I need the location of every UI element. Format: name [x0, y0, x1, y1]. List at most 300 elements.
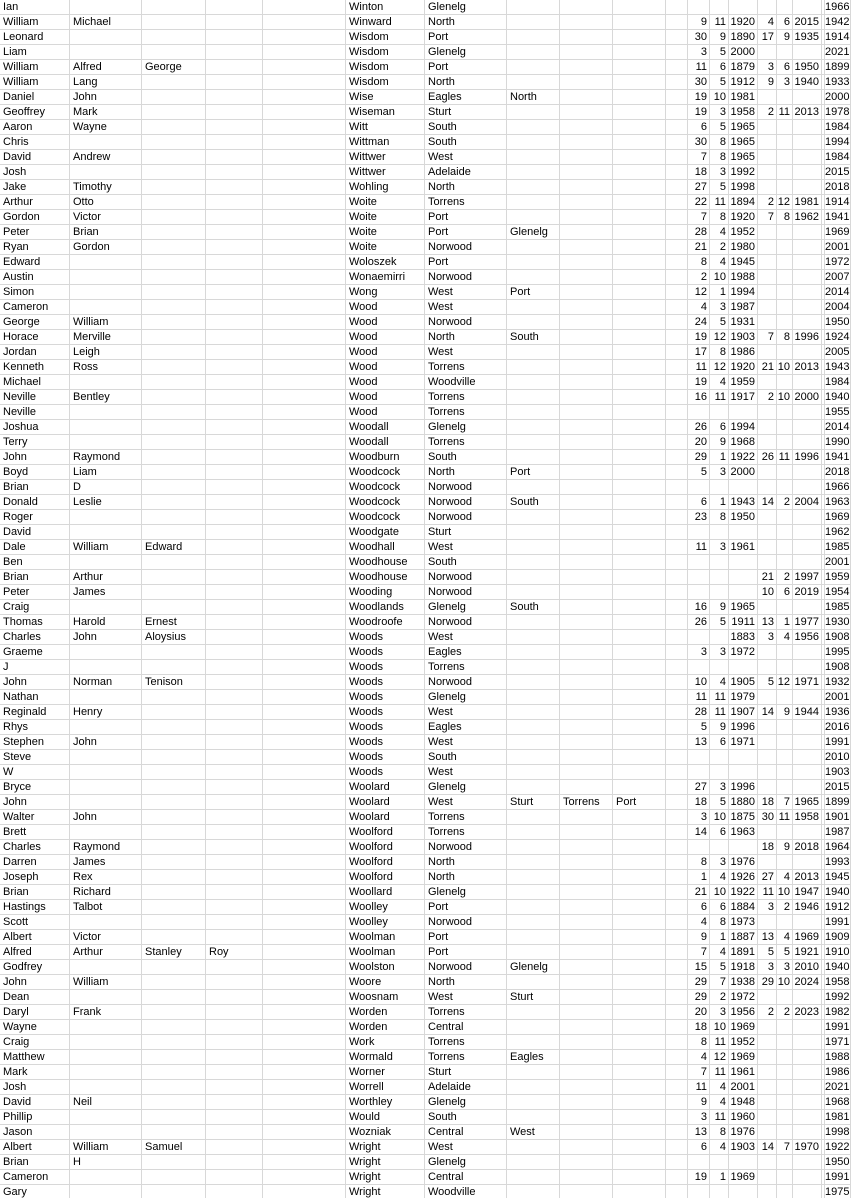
death-month-cell[interactable] [777, 405, 793, 419]
club2-cell[interactable] [507, 870, 560, 884]
birth-year-cell[interactable]: 1994 [729, 420, 758, 434]
death-day-cell[interactable] [758, 600, 777, 614]
debut-year-cell[interactable]: 1914 [825, 31, 850, 43]
blank-cell[interactable] [263, 75, 346, 89]
debut-year-cell[interactable]: 1966 [825, 481, 850, 493]
blank-cell[interactable] [263, 1035, 346, 1049]
fourth-name-cell[interactable] [206, 645, 263, 659]
death-month-cell[interactable] [777, 315, 793, 329]
blank-cell[interactable] [263, 495, 346, 509]
first-name-cell[interactable]: Terry [0, 435, 70, 449]
debut-year-cell[interactable]: 2016 [825, 721, 850, 733]
first-name-cell[interactable]: Austin [0, 270, 70, 284]
birth-day-cell[interactable]: 21 [688, 240, 710, 254]
birth-month-cell[interactable]: 4 [710, 945, 729, 959]
club3-cell[interactable] [560, 1035, 613, 1049]
debut-year-cell[interactable]: 1994 [825, 136, 850, 148]
club4-cell[interactable] [613, 660, 666, 674]
second-name-cell[interactable]: Henry [70, 705, 142, 719]
club4-cell[interactable] [613, 105, 666, 119]
first-name-cell[interactable]: Neville [0, 405, 70, 419]
first-name-cell[interactable]: Geoffrey [0, 105, 70, 119]
birth-day-cell[interactable]: 29 [688, 990, 710, 1004]
club3-cell[interactable] [560, 465, 613, 479]
death-day-cell[interactable] [758, 720, 777, 734]
blank-cell[interactable] [263, 450, 346, 464]
death-day-cell[interactable] [758, 1155, 777, 1169]
second-name-cell[interactable] [70, 285, 142, 299]
club-cell[interactable]: West [425, 285, 507, 299]
spacer-cell[interactable] [666, 555, 688, 569]
spacer-cell[interactable] [666, 855, 688, 869]
surname-cell[interactable]: Wood [346, 390, 425, 404]
first-name-cell[interactable]: Hastings [0, 900, 70, 914]
third-name-cell[interactable] [142, 840, 206, 854]
club2-cell[interactable] [507, 420, 560, 434]
death-year-cell[interactable]: 1965 [793, 795, 822, 809]
spacer-cell[interactable] [666, 735, 688, 749]
surname-cell[interactable]: Woods [346, 735, 425, 749]
club3-cell[interactable] [560, 105, 613, 119]
death-day-cell[interactable]: 5 [758, 675, 777, 689]
birth-month-cell[interactable]: 4 [710, 1095, 729, 1109]
club2-cell[interactable] [507, 435, 560, 449]
debut-year-cell[interactable]: 1985 [825, 601, 850, 613]
birth-year-cell[interactable]: 1981 [729, 90, 758, 104]
spacer-cell[interactable] [666, 720, 688, 734]
birth-year-cell[interactable] [729, 750, 758, 764]
third-name-cell[interactable] [142, 1170, 206, 1184]
fourth-name-cell[interactable] [206, 285, 263, 299]
second-name-cell[interactable]: Brian [70, 225, 142, 239]
club-cell[interactable]: Glenelg [425, 0, 507, 14]
first-name-cell[interactable]: Brian [0, 480, 70, 494]
spacer-cell[interactable] [666, 90, 688, 104]
birth-year-cell[interactable]: 1965 [729, 120, 758, 134]
surname-cell[interactable]: Wittwer [346, 150, 425, 164]
spacer-cell[interactable] [666, 330, 688, 344]
death-year-cell[interactable] [793, 90, 822, 104]
fourth-name-cell[interactable] [206, 60, 263, 74]
birth-month-cell[interactable] [710, 765, 729, 779]
blank-cell[interactable] [263, 915, 346, 929]
birth-month-cell[interactable]: 9 [710, 720, 729, 734]
birth-year-cell[interactable]: 1931 [729, 315, 758, 329]
debut-year-cell[interactable]: 1899 [825, 796, 850, 808]
first-name-cell[interactable]: Cameron [0, 300, 70, 314]
club-cell[interactable]: West [425, 735, 507, 749]
club3-cell[interactable] [560, 855, 613, 869]
death-year-cell[interactable] [793, 300, 822, 314]
club2-cell[interactable] [507, 1185, 560, 1198]
first-name-cell[interactable]: Craig [0, 600, 70, 614]
second-name-cell[interactable]: Harold [70, 615, 142, 629]
second-name-cell[interactable]: Mark [70, 105, 142, 119]
club-cell[interactable]: Woodville [425, 1185, 507, 1198]
birth-year-cell[interactable]: 1911 [729, 615, 758, 629]
debut-year-cell[interactable]: 2005 [825, 346, 850, 358]
death-month-cell[interactable]: 11 [777, 810, 793, 824]
death-month-cell[interactable] [777, 765, 793, 779]
club4-cell[interactable] [613, 360, 666, 374]
death-year-cell[interactable]: 2013 [793, 105, 822, 119]
club3-cell[interactable] [560, 1020, 613, 1034]
third-name-cell[interactable] [142, 765, 206, 779]
debut-year-cell[interactable]: 1991 [825, 916, 850, 928]
club3-cell[interactable] [560, 165, 613, 179]
debut-year-cell[interactable]: 2000 [825, 91, 850, 103]
birth-year-cell[interactable]: 1976 [729, 855, 758, 869]
club3-cell[interactable]: Torrens [560, 795, 613, 809]
birth-year-cell[interactable] [729, 570, 758, 584]
death-year-cell[interactable]: 1940 [793, 75, 822, 89]
club3-cell[interactable] [560, 630, 613, 644]
third-name-cell[interactable] [142, 930, 206, 944]
club2-cell[interactable] [507, 915, 560, 929]
club3-cell[interactable] [560, 750, 613, 764]
club4-cell[interactable] [613, 1005, 666, 1019]
club4-cell[interactable] [613, 975, 666, 989]
club-cell[interactable]: Torrens [425, 1050, 507, 1064]
birth-day-cell[interactable]: 16 [688, 600, 710, 614]
club-cell[interactable]: Port [425, 60, 507, 74]
second-name-cell[interactable]: Wayne [70, 120, 142, 134]
spacer-cell[interactable] [666, 240, 688, 254]
club-cell[interactable]: Norwood [425, 570, 507, 584]
blank-cell[interactable] [263, 975, 346, 989]
spacer-cell[interactable] [666, 1050, 688, 1064]
death-year-cell[interactable]: 2023 [793, 1005, 822, 1019]
birth-month-cell[interactable]: 5 [710, 795, 729, 809]
club-cell[interactable]: Torrens [425, 390, 507, 404]
club-cell[interactable]: Glenelg [425, 885, 507, 899]
surname-cell[interactable]: Woolford [346, 840, 425, 854]
club-cell[interactable]: South [425, 555, 507, 569]
death-day-cell[interactable] [758, 375, 777, 389]
club2-cell[interactable] [507, 945, 560, 959]
surname-cell[interactable]: Woolley [346, 900, 425, 914]
third-name-cell[interactable] [142, 1110, 206, 1124]
club4-cell[interactable] [613, 195, 666, 209]
first-name-cell[interactable]: J [0, 660, 70, 674]
surname-cell[interactable]: Woodall [346, 435, 425, 449]
death-month-cell[interactable] [777, 1110, 793, 1124]
second-name-cell[interactable] [70, 1080, 142, 1094]
first-name-cell[interactable]: Charles [0, 840, 70, 854]
club-cell[interactable]: Torrens [425, 1035, 507, 1049]
club3-cell[interactable] [560, 75, 613, 89]
first-name-cell[interactable]: Mark [0, 1065, 70, 1079]
blank-cell[interactable] [263, 330, 346, 344]
death-year-cell[interactable] [793, 1185, 822, 1198]
third-name-cell[interactable] [142, 225, 206, 239]
club3-cell[interactable] [560, 1110, 613, 1124]
blank-cell[interactable] [263, 870, 346, 884]
first-name-cell[interactable]: Josh [0, 1080, 70, 1094]
club-cell[interactable]: West [425, 1140, 507, 1154]
death-year-cell[interactable]: 1950 [793, 60, 822, 74]
birth-month-cell[interactable]: 8 [710, 510, 729, 524]
spacer-cell[interactable] [666, 615, 688, 629]
club3-cell[interactable] [560, 1155, 613, 1169]
second-name-cell[interactable]: Leslie [70, 495, 142, 509]
death-month-cell[interactable]: 7 [777, 1140, 793, 1154]
death-year-cell[interactable] [793, 345, 822, 359]
club4-cell[interactable] [613, 1185, 666, 1198]
surname-cell[interactable]: Witt [346, 120, 425, 134]
debut-year-cell[interactable]: 1940 [825, 391, 850, 403]
death-month-cell[interactable] [777, 135, 793, 149]
birth-month-cell[interactable]: 11 [710, 15, 729, 29]
second-name-cell[interactable]: Neil [70, 1095, 142, 1109]
spacer-cell[interactable] [666, 375, 688, 389]
fourth-name-cell[interactable] [206, 435, 263, 449]
surname-cell[interactable]: Wittwer [346, 165, 425, 179]
club3-cell[interactable] [560, 240, 613, 254]
birth-month-cell[interactable] [710, 405, 729, 419]
first-name-cell[interactable]: Ian [0, 0, 70, 14]
death-day-cell[interactable] [758, 1110, 777, 1124]
spacer-cell[interactable] [666, 795, 688, 809]
death-year-cell[interactable]: 1997 [793, 570, 822, 584]
club-cell[interactable]: North [425, 75, 507, 89]
club3-cell[interactable] [560, 990, 613, 1004]
debut-year-cell[interactable]: 1969 [825, 226, 850, 238]
club3-cell[interactable] [560, 1065, 613, 1079]
death-year-cell[interactable] [793, 855, 822, 869]
fourth-name-cell[interactable] [206, 1125, 263, 1139]
death-day-cell[interactable] [758, 240, 777, 254]
second-name-cell[interactable]: Rex [70, 870, 142, 884]
club3-cell[interactable] [560, 600, 613, 614]
birth-month-cell[interactable] [710, 480, 729, 494]
second-name-cell[interactable]: Liam [70, 465, 142, 479]
fourth-name-cell[interactable] [206, 960, 263, 974]
fourth-name-cell[interactable] [206, 405, 263, 419]
club2-cell[interactable] [507, 630, 560, 644]
death-month-cell[interactable]: 4 [777, 870, 793, 884]
birth-day-cell[interactable]: 28 [688, 225, 710, 239]
second-name-cell[interactable] [70, 525, 142, 539]
spacer-cell[interactable] [666, 345, 688, 359]
birth-day-cell[interactable] [688, 570, 710, 584]
birth-day-cell[interactable]: 20 [688, 435, 710, 449]
birth-year-cell[interactable]: 1960 [729, 1110, 758, 1124]
club-cell[interactable]: West [425, 705, 507, 719]
surname-cell[interactable]: Woodcock [346, 495, 425, 509]
third-name-cell[interactable] [142, 360, 206, 374]
birth-day-cell[interactable]: 26 [688, 420, 710, 434]
fourth-name-cell[interactable] [206, 90, 263, 104]
blank-cell[interactable] [263, 825, 346, 839]
club2-cell[interactable] [507, 450, 560, 464]
death-month-cell[interactable] [777, 855, 793, 869]
spacer-cell[interactable] [666, 450, 688, 464]
death-year-cell[interactable]: 2013 [793, 870, 822, 884]
first-name-cell[interactable]: George [0, 315, 70, 329]
club-cell[interactable]: Torrens [425, 810, 507, 824]
spacer-cell[interactable] [666, 15, 688, 29]
club-cell[interactable]: Central [425, 1020, 507, 1034]
second-name-cell[interactable]: Ross [70, 360, 142, 374]
second-name-cell[interactable] [70, 720, 142, 734]
death-year-cell[interactable] [793, 690, 822, 704]
birth-day-cell[interactable]: 23 [688, 510, 710, 524]
blank-cell[interactable] [263, 1005, 346, 1019]
fourth-name-cell[interactable] [206, 345, 263, 359]
club2-cell[interactable] [507, 45, 560, 59]
club-cell[interactable]: Sturt [425, 1065, 507, 1079]
club4-cell[interactable] [613, 990, 666, 1004]
death-day-cell[interactable]: 14 [758, 705, 777, 719]
death-month-cell[interactable]: 7 [777, 795, 793, 809]
birth-month-cell[interactable]: 1 [710, 495, 729, 509]
surname-cell[interactable]: Woodburn [346, 450, 425, 464]
debut-year-cell[interactable]: 1993 [825, 856, 850, 868]
birth-month-cell[interactable]: 8 [710, 135, 729, 149]
first-name-cell[interactable]: Dean [0, 990, 70, 1004]
birth-month-cell[interactable] [710, 840, 729, 854]
fourth-name-cell[interactable] [206, 150, 263, 164]
surname-cell[interactable]: Winton [346, 0, 425, 14]
club3-cell[interactable] [560, 45, 613, 59]
club4-cell[interactable] [613, 495, 666, 509]
blank-cell[interactable] [263, 900, 346, 914]
death-day-cell[interactable] [758, 405, 777, 419]
third-name-cell[interactable] [142, 240, 206, 254]
birth-day-cell[interactable]: 6 [688, 900, 710, 914]
first-name-cell[interactable]: John [0, 450, 70, 464]
birth-year-cell[interactable] [729, 765, 758, 779]
blank-cell[interactable] [263, 585, 346, 599]
death-month-cell[interactable] [777, 720, 793, 734]
death-month-cell[interactable] [777, 660, 793, 674]
third-name-cell[interactable] [142, 480, 206, 494]
birth-year-cell[interactable]: 1965 [729, 150, 758, 164]
first-name-cell[interactable]: Thomas [0, 615, 70, 629]
birth-year-cell[interactable]: 1969 [729, 1170, 758, 1184]
birth-day-cell[interactable]: 7 [688, 150, 710, 164]
death-month-cell[interactable]: 4 [777, 930, 793, 944]
birth-day-cell[interactable]: 7 [688, 1065, 710, 1079]
birth-day-cell[interactable] [688, 630, 710, 644]
club-cell[interactable]: West [425, 990, 507, 1004]
club4-cell[interactable] [613, 240, 666, 254]
spacer-cell[interactable] [666, 180, 688, 194]
birth-month-cell[interactable]: 3 [710, 780, 729, 794]
blank-cell[interactable] [263, 1170, 346, 1184]
surname-cell[interactable]: Wooding [346, 585, 425, 599]
death-day-cell[interactable]: 9 [758, 75, 777, 89]
birth-day-cell[interactable]: 5 [688, 465, 710, 479]
birth-year-cell[interactable]: 1875 [729, 810, 758, 824]
birth-day-cell[interactable]: 2 [688, 270, 710, 284]
blank-cell[interactable] [263, 735, 346, 749]
birth-year-cell[interactable]: 1961 [729, 1065, 758, 1079]
blank-cell[interactable] [263, 210, 346, 224]
club4-cell[interactable] [613, 735, 666, 749]
birth-month-cell[interactable] [710, 585, 729, 599]
surname-cell[interactable]: Woite [346, 225, 425, 239]
spacer-cell[interactable] [666, 480, 688, 494]
fourth-name-cell[interactable] [206, 375, 263, 389]
club4-cell[interactable] [613, 345, 666, 359]
second-name-cell[interactable]: John [70, 735, 142, 749]
death-month-cell[interactable] [777, 300, 793, 314]
first-name-cell[interactable]: Brian [0, 570, 70, 584]
debut-year-cell[interactable]: 2001 [825, 241, 850, 253]
birth-day-cell[interactable]: 30 [688, 135, 710, 149]
fourth-name-cell[interactable] [206, 795, 263, 809]
second-name-cell[interactable]: James [70, 585, 142, 599]
fourth-name-cell[interactable] [206, 810, 263, 824]
club3-cell[interactable] [560, 870, 613, 884]
debut-year-cell[interactable]: 1940 [825, 886, 850, 898]
club3-cell[interactable] [560, 135, 613, 149]
first-name-cell[interactable]: Neville [0, 390, 70, 404]
spacer-cell[interactable] [666, 210, 688, 224]
club-cell[interactable]: Glenelg [425, 690, 507, 704]
club4-cell[interactable] [613, 135, 666, 149]
death-month-cell[interactable] [777, 645, 793, 659]
birth-year-cell[interactable]: 1879 [729, 60, 758, 74]
birth-year-cell[interactable] [729, 555, 758, 569]
third-name-cell[interactable] [142, 1125, 206, 1139]
club-cell[interactable]: Port [425, 930, 507, 944]
third-name-cell[interactable] [142, 135, 206, 149]
club4-cell[interactable] [613, 150, 666, 164]
club-cell[interactable]: Norwood [425, 315, 507, 329]
death-day-cell[interactable]: 14 [758, 495, 777, 509]
blank-cell[interactable] [263, 1095, 346, 1109]
birth-year-cell[interactable]: 1971 [729, 735, 758, 749]
blank-cell[interactable] [263, 945, 346, 959]
birth-year-cell[interactable]: 1905 [729, 675, 758, 689]
blank-cell[interactable] [263, 645, 346, 659]
first-name-cell[interactable]: Peter [0, 585, 70, 599]
death-month-cell[interactable] [777, 1095, 793, 1109]
first-name-cell[interactable]: Matthew [0, 1050, 70, 1064]
club2-cell[interactable] [507, 885, 560, 899]
birth-year-cell[interactable]: 1948 [729, 1095, 758, 1109]
second-name-cell[interactable] [70, 30, 142, 44]
spacer-cell[interactable] [666, 105, 688, 119]
birth-day-cell[interactable]: 18 [688, 795, 710, 809]
fourth-name-cell[interactable] [206, 495, 263, 509]
second-name-cell[interactable]: Merville [70, 330, 142, 344]
birth-month-cell[interactable]: 6 [710, 735, 729, 749]
death-day-cell[interactable]: 2 [758, 105, 777, 119]
blank-cell[interactable] [263, 480, 346, 494]
second-name-cell[interactable]: John [70, 810, 142, 824]
club2-cell[interactable] [507, 930, 560, 944]
spacer-cell[interactable] [666, 30, 688, 44]
surname-cell[interactable]: Woolford [346, 855, 425, 869]
birth-month-cell[interactable]: 12 [710, 360, 729, 374]
first-name-cell[interactable]: Albert [0, 1140, 70, 1154]
surname-cell[interactable]: Wise [346, 90, 425, 104]
birth-day-cell[interactable]: 13 [688, 735, 710, 749]
second-name-cell[interactable] [70, 915, 142, 929]
club-cell[interactable]: Torrens [425, 435, 507, 449]
blank-cell[interactable] [263, 960, 346, 974]
fourth-name-cell[interactable] [206, 570, 263, 584]
first-name-cell[interactable]: Godfrey [0, 960, 70, 974]
club4-cell[interactable] [613, 1095, 666, 1109]
first-name-cell[interactable]: Josh [0, 165, 70, 179]
debut-year-cell[interactable]: 1985 [825, 541, 850, 553]
birth-year-cell[interactable]: 1945 [729, 255, 758, 269]
